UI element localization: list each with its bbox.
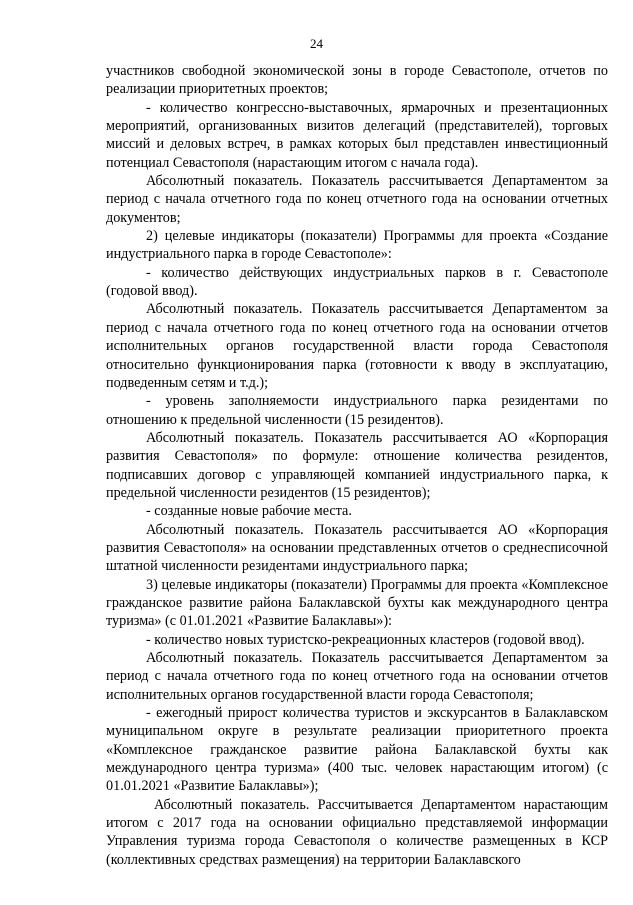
paragraph: Абсолютный показатель. Рассчитывается Департаментом нарастающим итогом с 2017 года на основании официально представляемой информации Управления туризма города Севастополя о количестве размещенных в КСР (коллективных средствах размещения) на территории Балаклавского (106, 796, 608, 868)
paragraph: - количество конгрессно-выставочных, ярмарочных и презентационных мероприятий, организованных визитов делегаций (представителей), торговых миссий и деловых встреч, в рамках которых был представлен инвестиционный потенциал Севастополя (нарастающим итогом с начала года). (106, 99, 608, 171)
paragraph: - количество действующих индустриальных парков в г. Севастополе (годовой ввод). (106, 264, 608, 300)
paragraph: участников свободной экономической зоны в городе Севастополе, отчетов по реализации приоритетных проектов; (106, 63, 608, 98)
paragraph: - ежегодный прирост количества туристов и экскурсантов в Балаклавском муниципальном округе в результате реализации приоритетного проекта «Комплексное гражданское развитие района Балаклавской бухты как международного центра туризма» (400 тыс. человек нарастающим итогом) (с 01.01.2021 «Развитие Балаклавы»); (106, 705, 608, 795)
paragraph: - созданные новые рабочие места. (146, 503, 352, 520)
paragraph: Абсолютный показатель. Показатель рассчитывается АО «Корпорация развития Севастополя» на основании представленных отчетов о среднесписочной штатной численности резидентами индустриального парка; (106, 521, 608, 575)
paragraph: 3) целевые индикаторы (показатели) Программы для проекта «Комплексное гражданское развитие района Балаклавской бухты как международного центра туризма» (с 01.01.2021 «Развитие Балаклавы»): (106, 576, 608, 630)
page-number: 24 (310, 36, 323, 51)
paragraph: Абсолютный показатель. Показатель рассчитывается Департаментом за период с начала отчетного года по конец отчетного года на основании отчетов исполнительных органов государственной власти города Севастополя; (106, 650, 608, 703)
paragraph: - уровень заполняемости индустриального парка резидентами по отношению к предельной численности (15 резидентов). (106, 393, 608, 428)
paragraph: - количество новых туристско-рекреационных кластеров (годовой ввод). (146, 631, 585, 648)
paragraph: Абсолютный показатель. Показатель рассчитывается Департаментом за период с начала отчетного года по конец отчетного года на основании отчетных документов; (106, 173, 608, 226)
paragraph: Абсолютный показатель. Показатель рассчитывается АО «Корпорация развития Севастополя» по формуле: отношение количества резидентов, подписавших договор с управляющей компанией индустриального парка, к предельной численности резидентов (15 резидентов); (106, 429, 608, 501)
document-body (106, 62, 608, 869)
paragraph: 2) целевые индикаторы (показатели) Программы для проекта «Создание индустриального парка в городе Севастополе»: (106, 228, 608, 263)
paragraph: Абсолютный показатель. Показатель рассчитывается Департаментом за период с начала отчетного года по конец отчетного года на основании отчетов исполнительных органов государственной власти города Севастополя относительно функционирования парка (готовности к вводу в эксплуатацию, подведенным сетям и т.д.); (106, 301, 608, 391)
